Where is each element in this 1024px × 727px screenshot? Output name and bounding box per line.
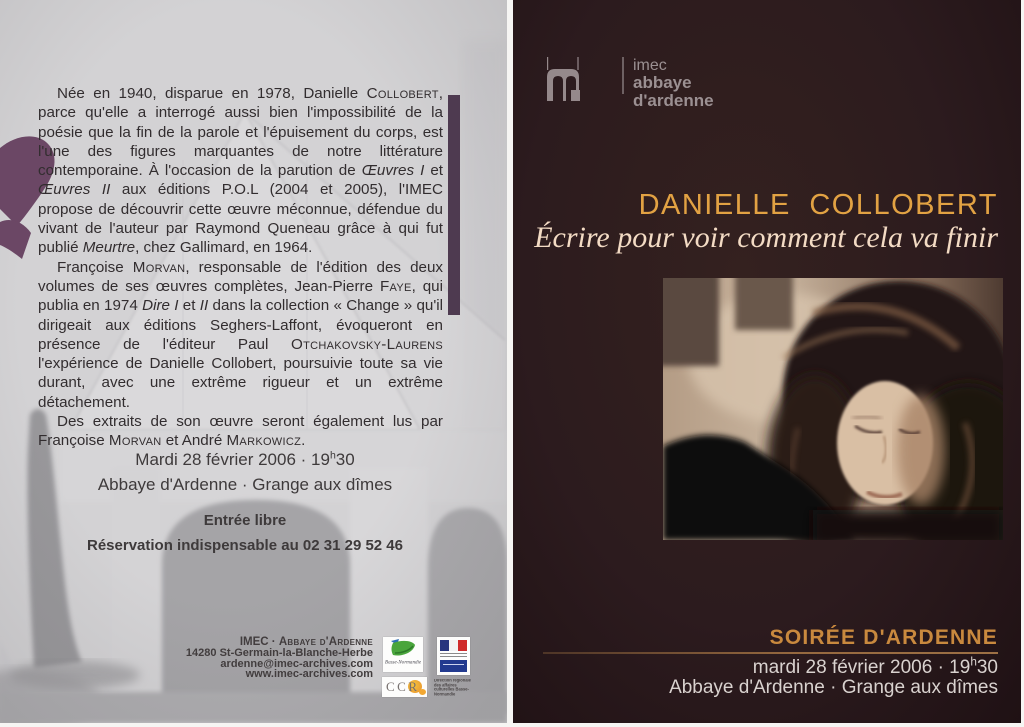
imec-email: ardenne@imec-archives.com: [220, 657, 373, 670]
paragraph-speakers: Françoise Morvan, responsable de l'édition des deux volumes de ses œuvres complètes, Jean-Pierre Faye, qui publia en 1974 Dire I et II dans la collection « Change » qu'il dirigeait aux éditions Seghers-Laffont, évoqueront en présence de l'éditeur Paul Otchakovsky-Laurens l'expérience de Danielle Collobert, poursuivie toute sa vie durant, avec une extrême rigueur et un extrême détachement.: [38, 258, 444, 411]
ministry-blue-block: [440, 660, 467, 672]
logo-separator: [622, 57, 624, 94]
event-date-front: mardi 28 février $2006 \cdot 19^h30$: [752, 655, 998, 678]
ccr-small-orange-dot-icon: [419, 689, 426, 695]
portrait-photo-image: [663, 278, 1003, 540]
divider-rule: [543, 652, 998, 654]
programme-text: [38, 84, 443, 451]
subtitle-quote: Écrire pour voir comment cela va finir: [534, 221, 998, 254]
event-date: Mardi 28 février $2006 \cdot 19^h30$: [135, 449, 355, 469]
paragraph-bio: Née en 1940, disparue en 1978, Danielle Collobert, parce qu'elle a interrogé aussi bien l'impossibilité de la poésie que la fin de la parole et l'épuisement du corps, est l'une des figures marquantes de notre littérature contemporaine. À l'occasion de la parution de Œuvres I et Œuvres II aux éditions P.O.L (2004 et 2005), l'IMEC propose de découvrir cette œuvre méconnue, défendue du vivant de l'auteur par Raymond Queneau grâce à qui fut publié Meurtre, chez Gallimard, en 1964.: [38, 85, 444, 257]
page-title: DANIELLE COLLOBERT: [638, 189, 998, 221]
reservation-info: Réservation indispensable au 02 31 29 52 46: [87, 537, 403, 554]
purple-divider-bar: [448, 95, 460, 315]
imec-m-icon: [546, 57, 580, 101]
ccr-logo: [382, 677, 427, 697]
french-flag-icon: [440, 640, 467, 651]
abbaye-wordmark: abbaye d'ardenne: [633, 73, 714, 110]
event-venue-front: Abbaye d'Ardenne · Grange aux dîmes: [669, 677, 998, 698]
ccr-label: CCR: [386, 679, 420, 694]
imec-wordmark: imec: [633, 57, 667, 74]
ministry-micro-text: [440, 653, 467, 659]
front-cover-page: [513, 0, 1021, 723]
imec-org-line: IMEC · Abbaye d'Ardenne: [239, 636, 373, 648]
entry-free-label: Entrée libre: [203, 512, 287, 529]
portrait-photo: [663, 278, 1003, 540]
ministry-culture-logo: [437, 637, 470, 675]
imec-street-line: 14280 St-Germain-la-Blanche-Herbe: [185, 646, 373, 659]
paragraph-readings: Des extraits de son œuvre seront également lus par Françoise Morvan et André Markowicz.: [38, 413, 443, 450]
event-venue: Abbaye d'Ardenne · Grange aux dîmes: [97, 475, 393, 494]
drac-caption: Direction régionale des affaires culturelles Basse-Normandie: [434, 679, 471, 697]
basse-normandie-leaf-icon: [383, 637, 423, 661]
event-series-name: SOIRÉE D'ARDENNE: [769, 626, 998, 649]
basse-normandie-logo: [383, 637, 423, 672]
back-cover-page: [0, 0, 507, 723]
imec-address-block: [40, 637, 373, 680]
basse-normandie-label: Basse-Normandie: [385, 659, 422, 665]
imec-website: www.imec-archives.com: [245, 668, 373, 681]
